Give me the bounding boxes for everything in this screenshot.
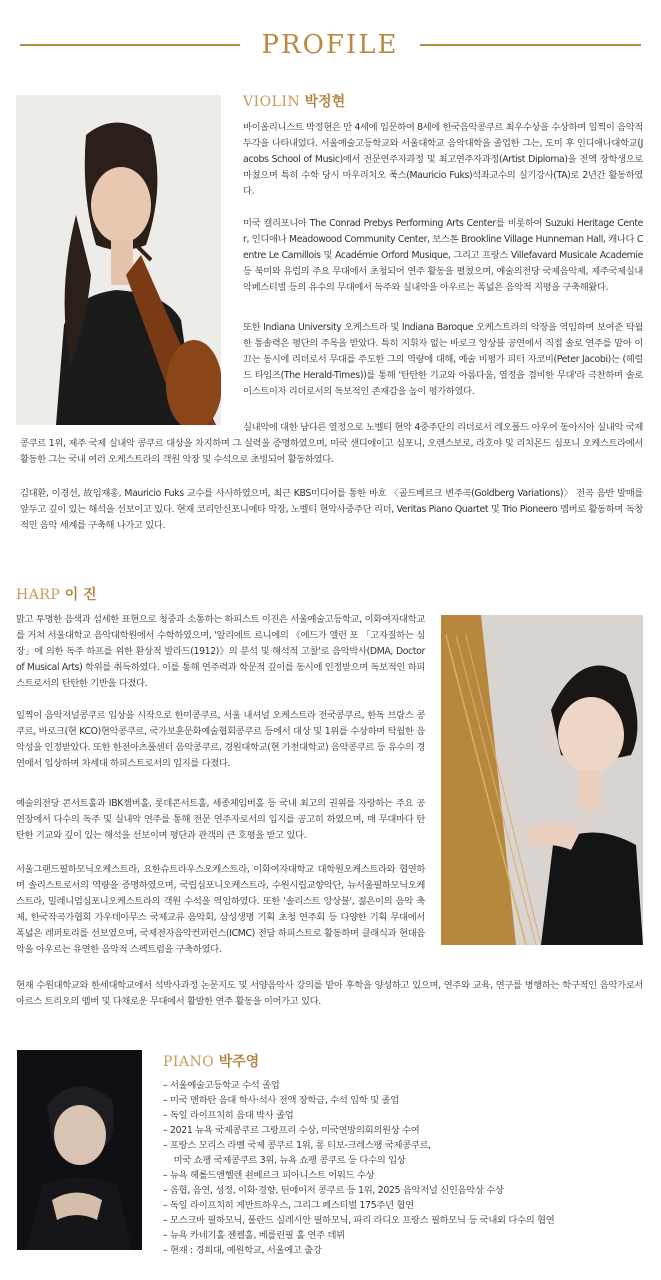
page-title: PROFILE bbox=[261, 30, 399, 60]
violin-bio-paragraph: 미국 캘리포니아 The Conrad Prebys Performing Arts Center를 비롯하여 Suzuki Heritage Center, 인디애나 Meadowood Community Center, 보스톤 Brookline Village Hunneman Hall, 캐나다 Centre Le Camillois 및 Académie Orford Musique, 그리고 프랑스 Villefavard Musicale Academie 등 북미와 유럽의 주요 무대에서 초청되어 연주 활동을 펼쳤으며, 예술의전당 국제음악제, 제주국제실내악페스티벌 등의 유수의 무대에서 독주와 실내악을 아우르는 폭넓은 음악적 지평을 구축해왔다. bbox=[243, 218, 643, 293]
harp-label-en: HARP bbox=[16, 587, 61, 603]
career-item: – 독일 라이프치히 음대 박사 졸업 bbox=[163, 1110, 294, 1121]
harp-bio-paragraph: 서울그랜드필하모닉오케스트라, 요한슈트라우스오케스트라, 이화여자대학교 대학원오케스트라와 협연하며 솔리스트로서의 역량을 증명하였으며, 국립심포니오케스트라, 수원시립교향악단, 뉴서울필하모닉오케스트라, 밀레니엄심포니오케스트라의 객원 수석을 역임하였다. 또한 '솔리스트 앙상블', 젊은이의 음악 축제, 한국작곡가협회 가우데아무스 국제교류 음악회, 삼성생명 기획 초청 연주회 등 다양한 기획 무대에서 폭넓은 레퍼토리를 선보였으며, 국제전자음악컨퍼런스(ICMC) 전담 하피스트로 활동하며 클래식과 현대음악을 아우르는 유연한 음악적 스펙트럼을 구축하였다. bbox=[16, 864, 425, 955]
career-item: – 서울예술고등학교 수석 졸업 bbox=[163, 1080, 280, 1091]
header-divider-right bbox=[420, 44, 641, 46]
violin-bio-paragraph: 김대환, 이경선, 故임재홍, Mauricio Fuks 교수를 사사하였으며, 최근 KBS미디어를 통한 바흐 〈골드베르크 변주곡(Goldberg Variations)〉 전곡 음반 발매를 앞두고 깊이 있는 해석을 선보이고 있다. 현재 코리안신포니에타 악장, 노벨티 현악사중주단 리더, Veritas Piano Quartet 및 Trio Pioneero 멤버로 활동하며 독창적인 음악 세계를 구축해 나가고 있다. bbox=[20, 488, 643, 531]
violin-bio-paragraph: 바이올리니스트 박정현은 만 4세에 입문하여 8세에 한국음악콩쿠르 최우수상을 수상하며 일찍이 음악적 두각을 나타내었다. 서울예술고등학교와 서울대학교 음악대학을 졸업한 그는, 도미 후 인디애나대학교(Jacobs School of Music)에서 전문연주자과정 및 최고연주자과정(Artist Diploma)을 전액 장학생으로 마쳤으며 특히 수학 당시 마우리치오 푹스(Mauricio Fuks)석좌교수의 실기강사(TA)로 2년간 활동하였다. bbox=[243, 122, 643, 197]
harp-label-ko: 이 진 bbox=[64, 587, 97, 603]
harpist-photo bbox=[441, 615, 643, 945]
career-item: – 음협, 음연, 성정, 이화·경향, 틴에이저 콩쿠르 등 1위, 2025 음악저널 신인음악상 수상 bbox=[163, 1185, 504, 1196]
career-item: – 독일 라이프치히 게반트하우스, 그리그 페스티벌 175주년 협연 bbox=[163, 1200, 414, 1211]
violin-bio-paragraph: 실내악에 대한 남다른 열정으로 노벨티 현악 4중주단의 리더로서 레오폴드 아우어 동아시아 실내악 국제 콩쿠르 1위, 제주 국제 실내악 콩쿠르 대상을 차지하며 그 실력을 증명하였으며, 미국 샌디에이고 심포니, 오렌스보로, 라호야 및 리치몬드 심포니 오케스트라에서 활동한 그는 국내 여러 오케스트라의 객원 악장 및 수석으로 초빙되어 활동하였다. bbox=[20, 422, 643, 465]
career-item: – 프랑스 모리스 라벨 국제 콩쿠르 1위, 롱 티보-크레스팽 국제콩쿠르, bbox=[163, 1140, 431, 1151]
pianist-photo bbox=[17, 1050, 142, 1250]
harp-section-title bbox=[16, 586, 97, 604]
profile-header bbox=[0, 28, 661, 62]
piano-label-ko: 박주영 bbox=[218, 1054, 260, 1070]
violin-section-title bbox=[243, 93, 345, 111]
career-item: 미국 쇼팽 국제콩쿠르 3위, 뉴욕 쇼팽 콩쿠르 등 다수의 입상 bbox=[163, 1155, 406, 1166]
piano-section-title bbox=[163, 1053, 259, 1071]
harp-bio-paragraph: 예술의전당 콘서트홀과 IBK챔버홀, 롯데콘서트홀, 세종체임버홀 등 국내 최고의 권위를 자랑하는 주요 공연장에서 다수의 독주 및 실내악 연주를 통해 전문 연주자로서의 입지를 공고히 하였으며, 매 무대마다 탄탄한 기교와 깊이 있는 해석을 선보이며 평단과 관객의 큰 호평을 받고 있다. bbox=[16, 798, 425, 841]
violin-label-en: VIOLIN bbox=[243, 94, 301, 110]
career-item: – 미국 맨하탄 음대 학사·석사 전액 장학금, 수석 입학 및 졸업 bbox=[163, 1095, 399, 1106]
harp-bio-paragraph: 맑고 투명한 음색과 섬세한 표현으로 청중과 소통하는 하피스트 이진은 서울예술고등학교, 이화여자대학교를 거쳐 서울대학교 음악대학원에서 수학하였으며, '알리에트 르니에의 《에드가 앨런 포 「고자질하는 심장」에 의한 독주 하프를 위한 환상적 발라드(1912)》의 분석 및 해석적 고찰'로 음악박사(DMA, Doctor of Musical Arts) 학위를 취득하였다. 이를 통해 연주력과 학문적 깊이를 동시에 인정받으며 독보적인 하피스트로서의 탄탄한 기반을 다졌다. bbox=[16, 614, 425, 689]
career-item: – 모스크바 필하모닉, 폴란드 실레시안 필하모닉, 파리 라디오 프랑스 필하모닉 등 국내외 다수의 협연 bbox=[163, 1215, 555, 1226]
harp-bio-paragraph: 일찍이 음악저널콩쿠르 입상을 시작으로 한미콩쿠르, 서울 내셔널 오케스트라 전국콩쿠르, 한독 브람스 콩쿠르, 바로크(현 KCO)현악콩쿠르, 국가보훈문화예술협회콩쿠르 등에서 대상 및 1위를 수상하며 탁월한 음악성을 인정받았다. 또한 한전아츠풀센터 음악콩쿠르, 경원대학교(현 가천대학교) 음악콩쿠르 등 유수의 경연에서 입상하며 차세대 하피스트로서의 입지를 다졌다. bbox=[16, 710, 425, 769]
violin-bio-paragraph: 또한 Indiana University 오케스트라 및 Indiana Baroque 오케스트라의 악장을 역임하며 보여준 탁월한 통솔력은 평단의 주목을 받았다. 특히 지휘자 없는 바로크 앙상블 공연에서 직접 솔로 연주를 맡아 이끄는 동시에 리더로서 무대를 주도한 그의 역량에 대해, 예술 비평가 피터 자코비(Peter Jacobi)는 (헤럴드 타임즈(The Herald-Times))를 통해 '탄탄한 기교와 아름다움, 열정을 겸비한 무대'라 극찬하며 솔로이스트이자 리더로서의 독보적인 존재감을 높이 평가하였다. bbox=[243, 322, 643, 397]
violinist-photo bbox=[16, 95, 221, 425]
header-divider-left bbox=[20, 44, 240, 46]
career-item: – 2021 뉴욕 국제콩쿠르 그랑프리 수상, 미국연방의회의원상 수여 bbox=[163, 1125, 420, 1136]
career-item: – 뉴욕 헤롤드앤헬렌 쇤베르크 피아니스트 어워드 수상 bbox=[163, 1170, 375, 1181]
violin-label-ko: 박정현 bbox=[304, 94, 346, 110]
career-item: – 뉴욕 카네기홀 젠켈홀, 베를린필 홀 연주 데뷔 bbox=[163, 1230, 345, 1241]
piano-career-list bbox=[163, 1078, 643, 1258]
piano-label-en: PIANO bbox=[163, 1054, 215, 1070]
career-item: – 현재 : 경희대, 예원학교, 서울예고 출강 bbox=[163, 1245, 322, 1256]
harp-bio-paragraph: 현재 수원대학교와 한세대학교에서 석박사과정 논문지도 및 서양음악사 강의를 맡아 후학을 양성하고 있으며, 연주와 교육, 연구를 병행하는 학구적인 음악가로서 아르스 트리오의 멤버 및 다채로운 무대에서 활발한 연주 활동을 이어가고 있다. bbox=[16, 980, 643, 1007]
